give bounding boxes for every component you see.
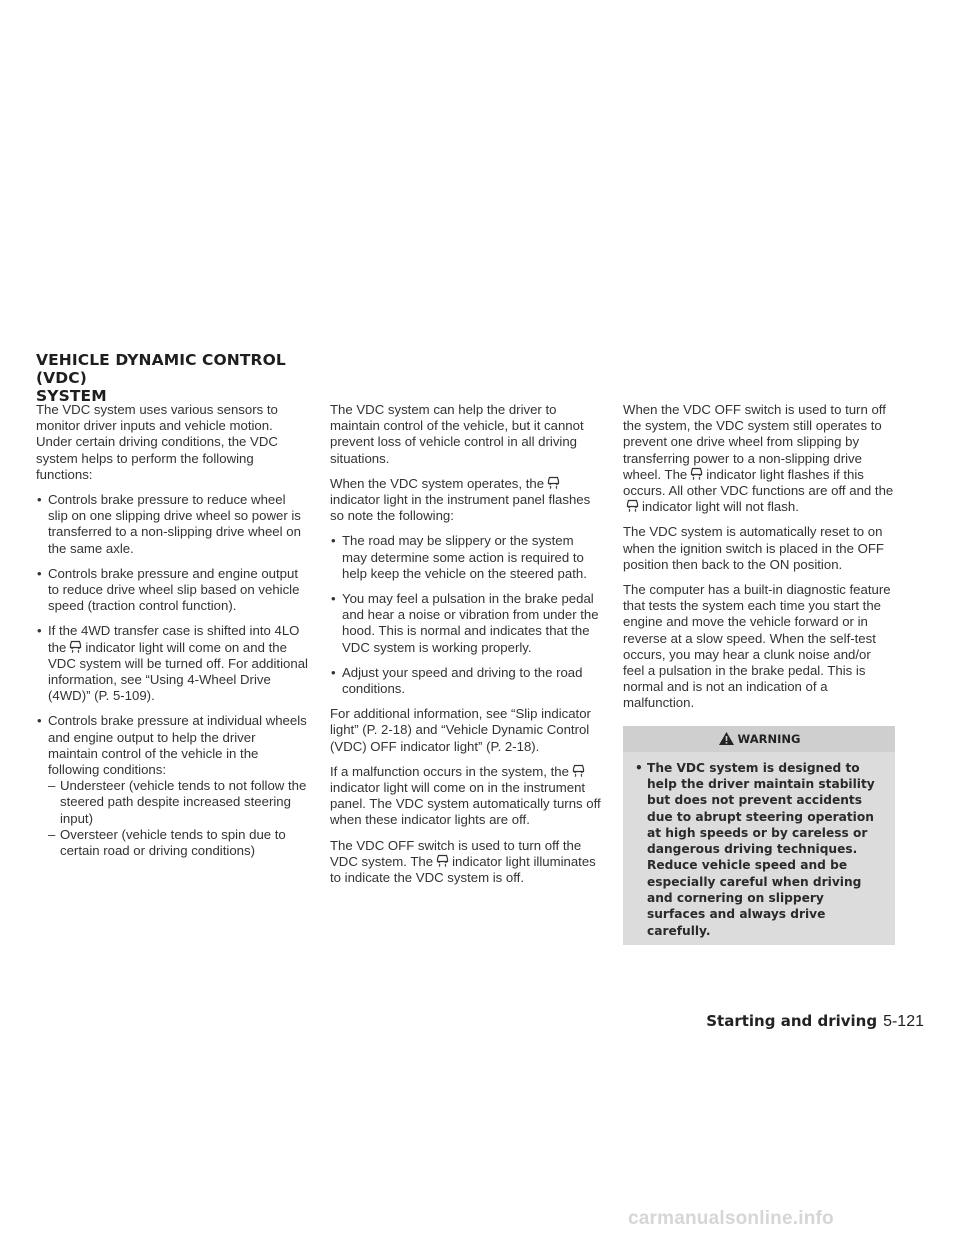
page-footer (706, 1012, 924, 1031)
column-1 (36, 402, 308, 868)
sub-list-item: – Oversteer (vehicle tends to spin due to certain road or driving conditions) (48, 827, 308, 859)
paragraph-text: indicator light will not flash. (642, 499, 799, 515)
paragraph (330, 476, 602, 525)
paragraph (623, 402, 895, 515)
list-item-text: indicator light will come on and the VDC system will be turned off. For additional information, see “Using 4-Wheel Drive (4WD)” (P. 5-109). (48, 639, 308, 704)
list-item (36, 566, 308, 615)
section-title-line-2: SYSTEM (36, 387, 107, 405)
page-number: 5-121 (883, 1013, 924, 1030)
paragraph-text: indicator light illuminates to indicate the VDC system is off. (330, 853, 596, 886)
column-2 (330, 402, 602, 895)
list-item (36, 623, 308, 704)
warning-label: WARNING (737, 731, 801, 746)
vdc-slip-indicator-icon (572, 764, 585, 778)
sub-list-item: – Understeer (vehicle tends to not follow the steered path despite increased steering input) (48, 778, 308, 827)
warning-box (623, 726, 895, 945)
paragraph-text: indicator light flashes if this occurs. All other VDC functions are off and the (623, 466, 894, 499)
warning-body (623, 752, 895, 945)
paragraph-text: If a malfunction occurs in the system, the (330, 763, 569, 779)
paragraph-text: indicator light in the instrument panel flashes so note the following: (330, 492, 591, 524)
watermark: carmanualsonline.info (628, 1208, 834, 1229)
vdc-slip-indicator-icon (547, 476, 560, 490)
paragraph (330, 764, 602, 829)
warning-triangle-icon (718, 731, 735, 746)
vdc-slip-indicator-icon (626, 499, 639, 513)
intro-paragraph: The VDC system uses various sensors to monitor driver inputs and vehicle motion. Under certain driving conditions, the VDC system helps to perform the following functions: (36, 402, 278, 482)
condition-list (48, 778, 308, 859)
warning-item: • The VDC system is designed to help the driver maintain stability but does not prevent accidents due to abrupt steering operation at high speeds or by careless or dangerous driving techniques. Reduce vehicle speed and be especially careful when driving and cornering on slippery surfaces and always drive carefully. (633, 760, 885, 939)
list-item-text: Controls brake pressure to reduce wheel slip on one slipping drive wheel so power is transferred to a non-slipping drive wheel on the same axle. (48, 492, 301, 556)
note-list (330, 533, 602, 697)
list-item-text: Controls brake pressure and engine output to reduce drive wheel slip based on vehicle speed (traction control function). (48, 565, 300, 614)
vdc-slip-indicator-icon (69, 640, 82, 654)
vdc-off-indicator-icon (436, 854, 449, 868)
list-item (36, 713, 308, 859)
function-list (36, 492, 308, 859)
list-item (36, 492, 308, 557)
list-item: • The road may be slippery or the system may determine some action is required to help keep the vehicle on the steered path. (330, 533, 602, 582)
paragraph-text: When the VDC system operates, the (330, 475, 545, 491)
paragraph: The VDC system is automatically reset to on when the ignition switch is placed in the OFF position then back to the ON position. (623, 524, 884, 572)
list-item-text: Controls brake pressure at individual wheels and engine output to help the driver maintain control of the vehicle in the following conditions: (48, 713, 307, 778)
section-title-line-1: VEHICLE DYNAMIC CONTROL (VDC) (36, 351, 286, 387)
warning-header (623, 726, 895, 752)
footer-section: Starting and driving (706, 1012, 878, 1030)
vdc-slip-indicator-icon (690, 467, 703, 481)
paragraph: The VDC system can help the driver to maintain control of the vehicle, but it cannot prevent loss of vehicle control in all driving situations. (330, 402, 584, 466)
paragraph: The computer has a built-in diagnostic feature that tests the system each time you start the engine and move the vehicle forward or in reverse at a slow speed. When the self-test occurs, you may hear a clunk noise and/or feel a pulsation in the brake pedal. This is normal and is not an indication of a malfunction. (623, 582, 891, 711)
paragraph-text: indicator light will come on in the instrument panel. The VDC system automatically turns off when these indicator lights are off. (330, 780, 601, 828)
paragraph-text: When the VDC OFF switch is used to turn off the system, the VDC system still operates to prevent one drive wheel from slipping by transferring power to a non-slipping drive wheel. The (623, 402, 886, 482)
column-3 (623, 402, 895, 945)
list-item-text: If the 4WD transfer case is shifted into 4LO the (48, 623, 300, 655)
list-item: • You may feel a pulsation in the brake pedal and hear a noise or vibration from under the hood. This is normal and indicates that the VDC system is working properly. (330, 591, 602, 656)
paragraph-text: The VDC OFF switch is used to turn off the VDC system. The (330, 837, 582, 869)
paragraph: For additional information, see “Slip indicator light” (P. 2-18) and “Vehicle Dynamic Control (VDC) OFF indicator light” (P. 2-18). (330, 706, 591, 754)
paragraph (330, 838, 602, 887)
section-title (36, 351, 336, 405)
list-item: • Adjust your speed and driving to the road conditions. (330, 665, 602, 697)
